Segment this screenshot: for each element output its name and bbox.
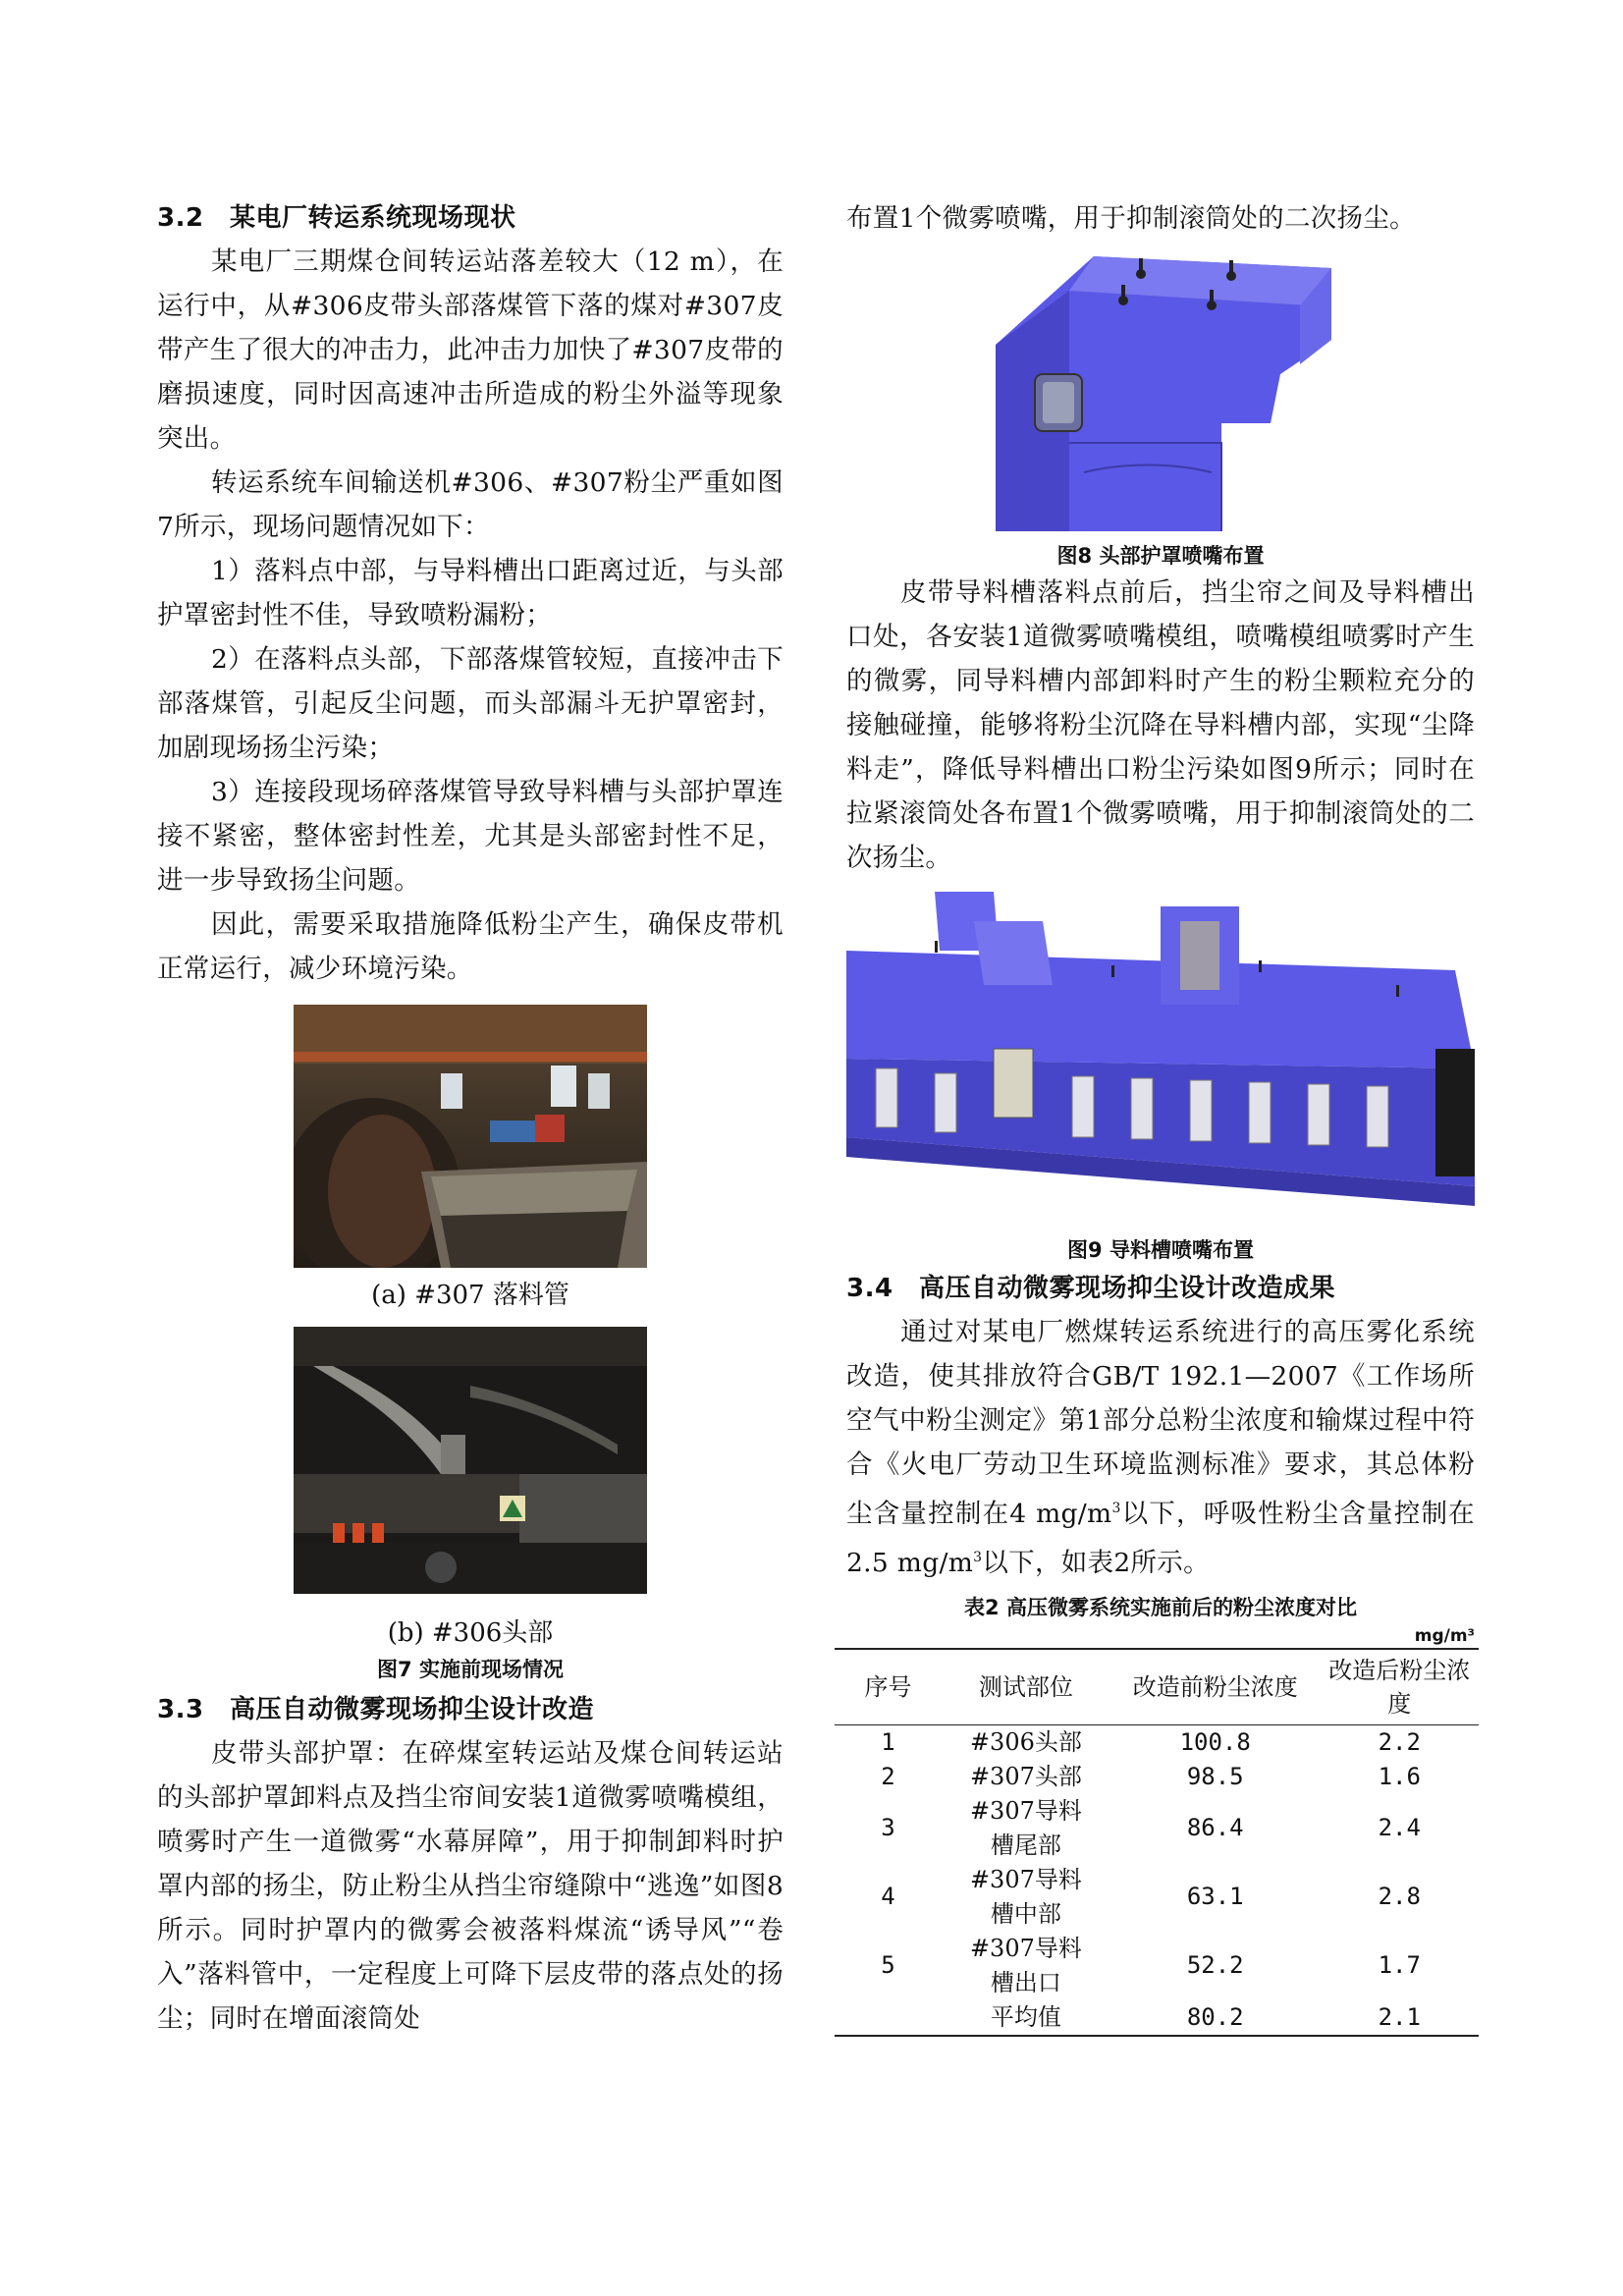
table-header-cell: 改造前粉尘浓度 xyxy=(1132,1672,1298,1701)
table-cell: 1.7 xyxy=(1378,1951,1421,1980)
superscript: 3 xyxy=(1111,1501,1121,1516)
table-header-cell: 序号 xyxy=(864,1672,912,1701)
table2-caption: 表2 高压微雾系统实施前后的粉尘浓度对比 xyxy=(964,1595,1357,1619)
table-header-row xyxy=(835,1649,1479,1725)
left-column xyxy=(157,196,784,2041)
table-cell: 80.2 xyxy=(1186,2002,1244,2031)
fig7b-photo xyxy=(294,1327,647,1594)
paragraph-part: 以下，呼吸性粉尘含量控制在2.5 mg/m xyxy=(846,1498,1475,1578)
table-row xyxy=(835,1932,1479,2000)
fig7a-caption: (a) #307 落料管 xyxy=(371,1281,569,1310)
table-cell: #307导料槽尾部 xyxy=(969,1796,1082,1859)
table-cell: 平均值 xyxy=(990,2002,1061,2031)
paragraph: 转运系统车间输送机#306、#307粉尘严重如图7所示，现场问题情况如下： xyxy=(157,467,784,542)
table-cell: 52.2 xyxy=(1186,1951,1244,1980)
table-row-average xyxy=(835,2000,1479,2036)
paragraph: 布置1个微雾喷嘴，用于抑制滚筒处的二次扬尘。 xyxy=(846,203,1416,234)
paragraph: 某电厂三期煤仓间转运站落差较大（12 m），在运行中，从#306皮带头部落煤管下落的煤对#307皮带产生了很大的冲击力，此冲击力加快了#307皮带的磨损速度，同时因高速冲击所造成的粉尘外溢等现象突出。 xyxy=(157,246,784,454)
paragraph: 皮带导料槽落料点前后，挡尘帘之间及导料槽出口处，各安装1道微雾喷嘴模组，喷嘴模组喷雾时产生的微雾，同导料槽内部卸料时产生的粉尘颗粒充分的接触碰撞，能够将粉尘沉降在导料槽内部，实现“尘降料走”，降低导料槽出口粉尘污染如图9所示；同时在拉紧滚筒处各布置1个微雾喷嘴，用于抑制滚筒处的二次扬尘。 xyxy=(846,577,1475,873)
table-cell: #307导料槽中部 xyxy=(969,1865,1082,1928)
table-cell: 2.8 xyxy=(1378,1883,1421,1911)
section-3-3-heading: 3.3 高压自动微雾现场抑尘设计改造 xyxy=(157,1695,595,1724)
table-row xyxy=(835,1863,1479,1932)
paragraph: 3）连接段现场碎落煤管导致导料槽与头部护罩连接不紧密，整体密封性差，尤其是头部密封性不足，进一步导致扬尘问题。 xyxy=(157,777,784,896)
table-header-cell: 测试部位 xyxy=(978,1672,1073,1701)
paragraph-part: 通过对某电厂燃煤转运系统进行的高压雾化系统改造，使其排放符合GB/T 192.1—2007《工作场所空气中粉尘测定》第1部分总粉尘浓度和输煤过程中符合《火电厂劳动卫生环境监测标准》要求，其总体粉尘含量控制在4 mg/m xyxy=(846,1317,1475,1529)
table-cell: 100.8 xyxy=(1179,1727,1251,1756)
paragraph-part: 以下，如表2所示。 xyxy=(982,1547,1210,1578)
table-cell: 2 xyxy=(881,1762,895,1790)
table-cell: 4 xyxy=(881,1883,895,1911)
table-cell: 86.4 xyxy=(1186,1814,1244,1842)
paragraph-with-units xyxy=(846,1310,1475,1585)
table-cell: 3 xyxy=(881,1814,895,1842)
table2-unit: mg/m³ xyxy=(1414,1625,1475,1646)
section-3-2-heading: 3.2 某电厂转运系统现场现状 xyxy=(157,203,516,233)
fig9-caption: 图9 导料槽喷嘴布置 xyxy=(1067,1238,1254,1262)
table-cell: #307头部 xyxy=(969,1762,1082,1790)
fig8-caption: 图8 头部护罩喷嘴布置 xyxy=(1056,544,1265,568)
section-3-4-heading: 3.4 高压自动微雾现场抑尘设计改造成果 xyxy=(846,1274,1336,1303)
table-cell: 2.2 xyxy=(1378,1727,1421,1756)
fig9-render xyxy=(846,892,1475,1226)
fig7b-caption: (b) #306头部 xyxy=(387,1618,554,1648)
table2 xyxy=(835,1648,1479,2037)
table-row xyxy=(835,1760,1479,1794)
table-cell: #306头部 xyxy=(969,1727,1082,1756)
table-cell: 1.6 xyxy=(1378,1762,1421,1790)
table-header-cell: 改造后粉尘浓度 xyxy=(1328,1656,1471,1718)
fig7a-photo xyxy=(294,1005,647,1268)
paragraph: 1）落料点中部，与导料槽出口距离过近，与头部护罩密封性不佳，导致喷粉漏粉； xyxy=(157,556,784,630)
fig8-render xyxy=(976,246,1345,531)
table-cell: 5 xyxy=(881,1951,895,1980)
table-row xyxy=(835,1724,1479,1760)
paragraph: 皮带头部护罩：在碎煤室转运站及煤仓间转运站的头部护罩卸料点及挡尘帘间安装1道微雾喷嘴模组，喷雾时产生一道微雾“水幕屏障”，用于抑制卸料时护罩内部的扬尘，防止粉尘从挡尘帘缝隙中“逃逸”如图8所示。同时护罩内的微雾会被落料煤流“诱导风”“卷入”落料管中，一定程度上可降下层皮带的落点处的扬尘；同时在增面滚筒处 xyxy=(157,1738,784,2034)
table-cell: 2.1 xyxy=(1378,2002,1421,2031)
table-cell: 1 xyxy=(881,1727,895,1756)
paragraph: 2）在落料点头部，下部落煤管较短，直接冲击下部落煤管，引起反尘问题，而头部漏斗无护罩密封，加剧现场扬尘污染； xyxy=(157,644,784,763)
right-column xyxy=(846,196,1475,2037)
fig7-caption: 图7 实施前现场情况 xyxy=(377,1658,564,1681)
superscript: 3 xyxy=(973,1549,983,1565)
table-cell: 2.4 xyxy=(1378,1814,1421,1842)
table-cell: 98.5 xyxy=(1186,1762,1244,1790)
table-row xyxy=(835,1794,1479,1863)
table-cell: 63.1 xyxy=(1186,1883,1244,1911)
table-cell xyxy=(835,2000,942,2036)
table-cell: #307导料槽出口 xyxy=(969,1934,1082,1996)
paragraph: 因此，需要采取措施降低粉尘产生，确保皮带机正常运行，减少环境污染。 xyxy=(157,909,784,984)
